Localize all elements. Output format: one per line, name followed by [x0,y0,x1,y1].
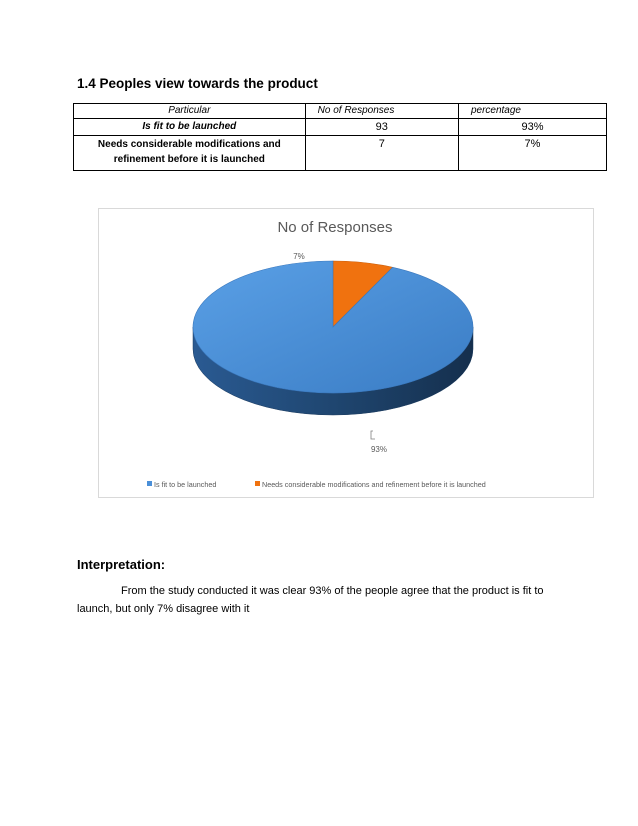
legend-label: Is fit to be launched [154,480,217,489]
row-particular: Is fit to be launched [74,119,306,136]
table-header-row [74,104,607,119]
chart-title: No of Responses [277,219,393,236]
header-percentage: percentage [458,104,606,119]
pie-chart [98,208,594,498]
legend-swatch [147,481,152,486]
table-row [74,136,607,171]
header-responses: No of Responses [305,104,458,119]
legend-swatch [255,481,260,486]
table-row [74,119,607,136]
interpretation-heading: Interpretation: [77,557,166,572]
row-responses: 7 [305,136,458,171]
row-responses: 93 [305,119,458,136]
section-heading: 1.4 Peoples view towards the product [77,76,318,91]
responses-table [73,103,607,171]
pie-slice-fit-to-launch [193,261,473,393]
row-percentage: 93% [458,119,606,136]
header-particular: Particular [74,104,306,119]
data-label-fit-to-launch: 93% [370,445,388,454]
pie-chart-svg [99,209,593,497]
row-particular: Needs considerable modifications and refinement before it is launched [74,136,306,171]
legend-label: Needs considerable modifications and refinement before it is launched [262,480,486,489]
data-label-needs-modifications: 7% [293,252,305,261]
row-percentage: 7% [458,136,606,171]
interpretation-body: From the study conducted it was clear 93% of the people agree that the product is fit to launch, but only 7% disagree with it [77,585,544,615]
interpretation-text [77,582,567,618]
leader-line [371,431,375,439]
